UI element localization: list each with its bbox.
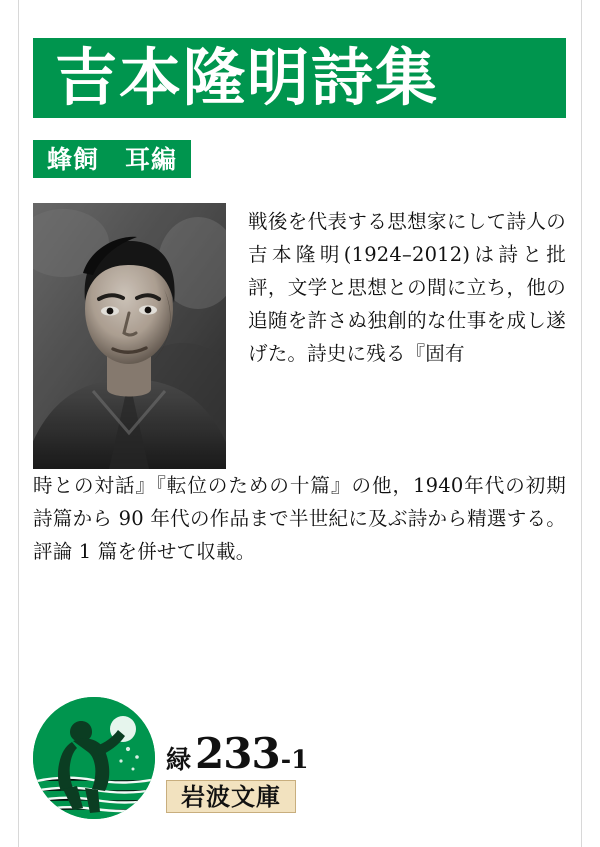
sower-icon	[33, 697, 155, 819]
author-portrait	[33, 203, 226, 469]
blurb-column: 戦後を代表する思想家にして詩人の吉本隆明(1924–2012)は詩と批評，文学と思想との間に立ち，他の追随を許さぬ独創的な仕事を成し遂げた。詩史に残る『固有	[248, 210, 566, 365]
editor-banner	[33, 140, 191, 178]
shelfmark	[166, 729, 309, 778]
shelfmark-suffix: -1	[280, 745, 309, 774]
blurb-continuation: 時との対話』『転位のための十篇』の他，1940年代の初期詩篇から 90 年代の作品まで半世紀に及ぶ詩から精選する。評論 1 篇を併せて収載。	[33, 474, 566, 563]
author-portrait-image	[33, 203, 226, 469]
title-banner	[33, 38, 566, 118]
publisher-logo	[33, 697, 155, 819]
book-title: 吉本隆明詩集	[55, 41, 440, 114]
editor-name: 蜂飼 耳編	[47, 144, 178, 174]
shelfmark-number: 233	[195, 729, 280, 778]
page-edge-left	[18, 0, 19, 847]
imprint-label: 岩波文庫	[181, 781, 281, 811]
imprint-badge	[166, 780, 296, 813]
shelfmark-color-label: 緑	[166, 745, 192, 774]
page-edge-right	[581, 0, 582, 847]
